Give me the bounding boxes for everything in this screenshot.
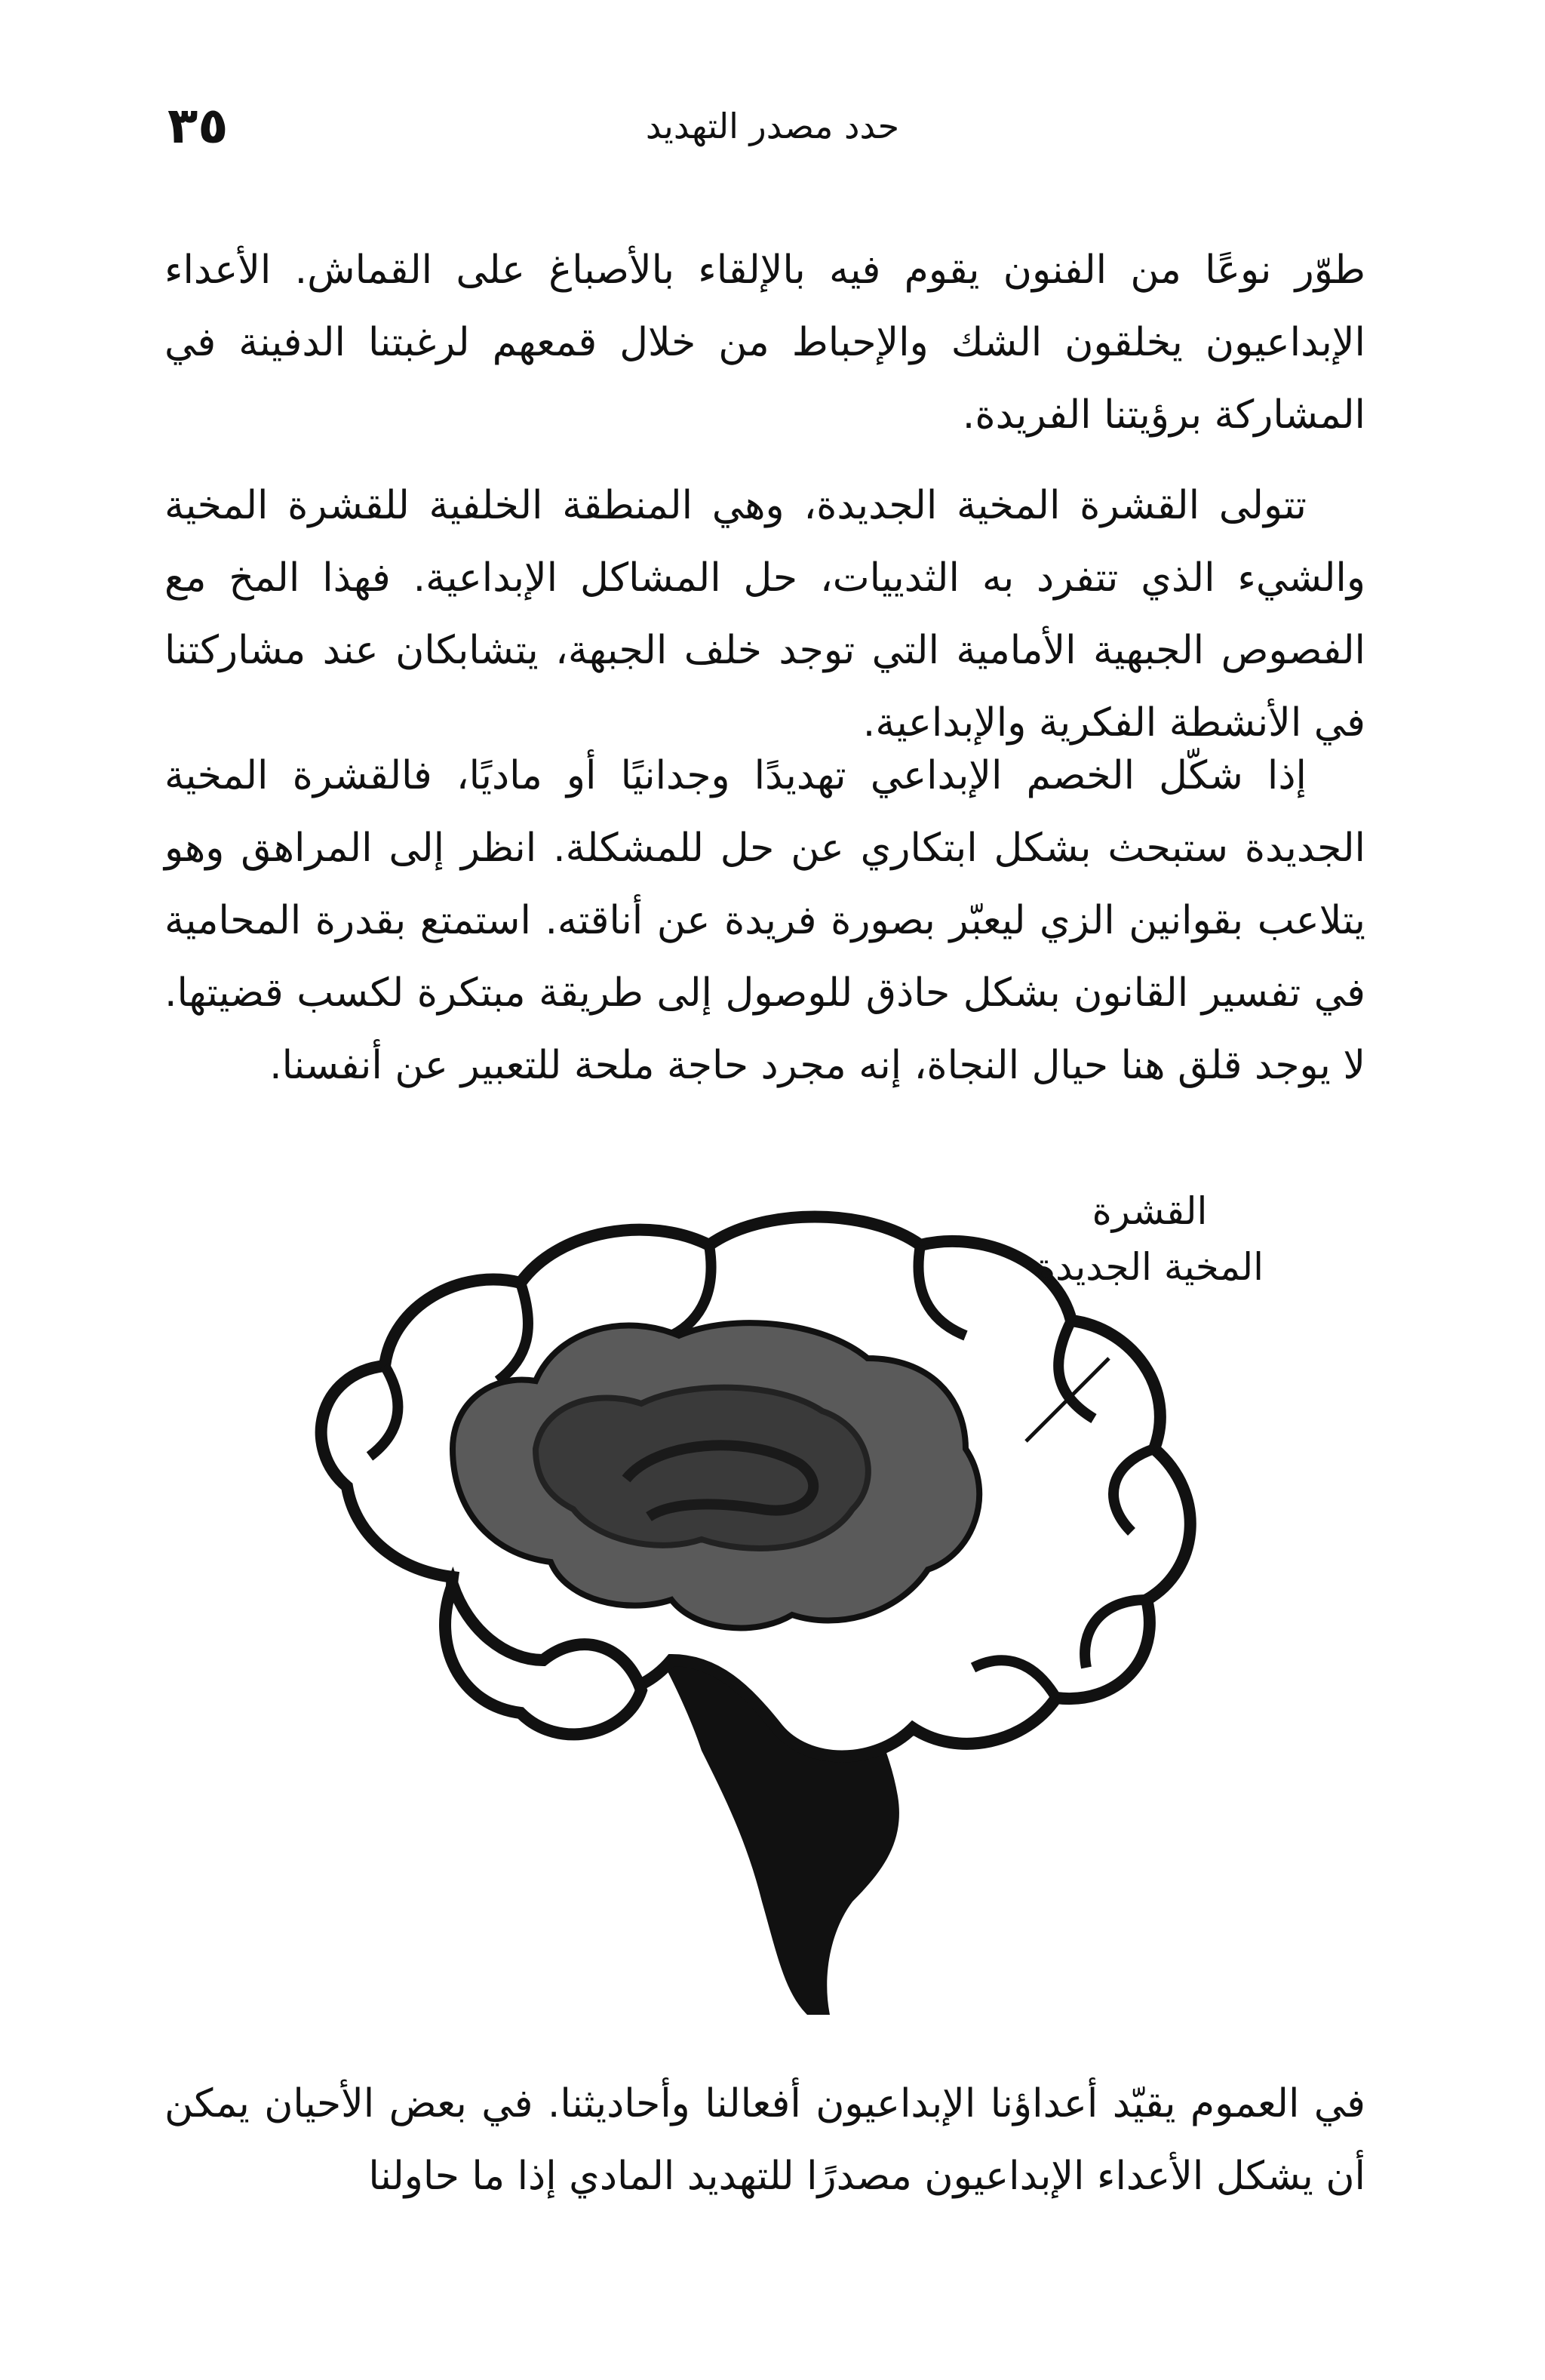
paragraph-1: [164, 234, 1365, 451]
page-number: ٣٥: [167, 97, 229, 155]
page-header: [0, 89, 1545, 172]
paragraph-2: [164, 469, 1365, 759]
running-title: حدد مصدر التهديد: [645, 106, 900, 146]
paragraph-text: تتولى القشرة المخية الجديدة، وهي المنطقة الخلفية للقشرة المخية والشيء الذي تتفرد به الثدييات، حل المشاكل الإبداعية. فهذا المخ مع الفصوص الجبهية الأمامية التي توجد خلف الجبهة، يتشابكان عند مشاركتنا في الأنشطة الفكرية والإبداعية.: [164, 483, 1365, 746]
figure-label-line-1: القشرة: [1092, 1189, 1208, 1233]
paragraph-4: [164, 2068, 1365, 2212]
paragraph-text: في العموم يقيّد أعداؤنا الإبداعيون أفعالنا وأحاديثنا. في بعض الأحيان يمكن أن يشكل الأعداء الإبداعيون مصدرًا للتهديد المادي إذا ما حاولنا: [164, 2081, 1365, 2199]
paragraph-text: طوّر نوعًا من الفنون يقوم فيه بالإلقاء بالأصباغ على القماش. الأعداء الإبداعيون يخلقون الشك والإحباط من خلال قمعهم لرغبتنا الدفينة في المشاركة برؤيتنا الفريدة.: [164, 248, 1365, 438]
brain-illustration: [204, 1177, 1260, 2022]
figure-label-line-2: المخية الجديدة: [1035, 1245, 1264, 1289]
brain-diagram: [204, 1177, 1260, 2022]
inner-gyrus: [536, 1388, 868, 1548]
paragraph-3: [164, 740, 1365, 1102]
paragraph-text: إذا شكّل الخصم الإبداعي تهديدًا وجدانيًا أو ماديًا، فالقشرة المخية الجديدة ستبحث بشكل ابتكاري عن حل للمشكلة. انظر إلى المراهق وهو يتلاعب بقوانين الزي ليعبّر بصورة فريدة عن أناقته. استمتع بقدرة المحامية في تفسير القانون بشكل حاذق للوصول إلى طريقة مبتكرة لكسب قضيتها. لا يوجد قلق هنا حيال النجاة، إنه مجرد حاجة ملحة للتعبير عن أنفسنا.: [164, 753, 1365, 1088]
